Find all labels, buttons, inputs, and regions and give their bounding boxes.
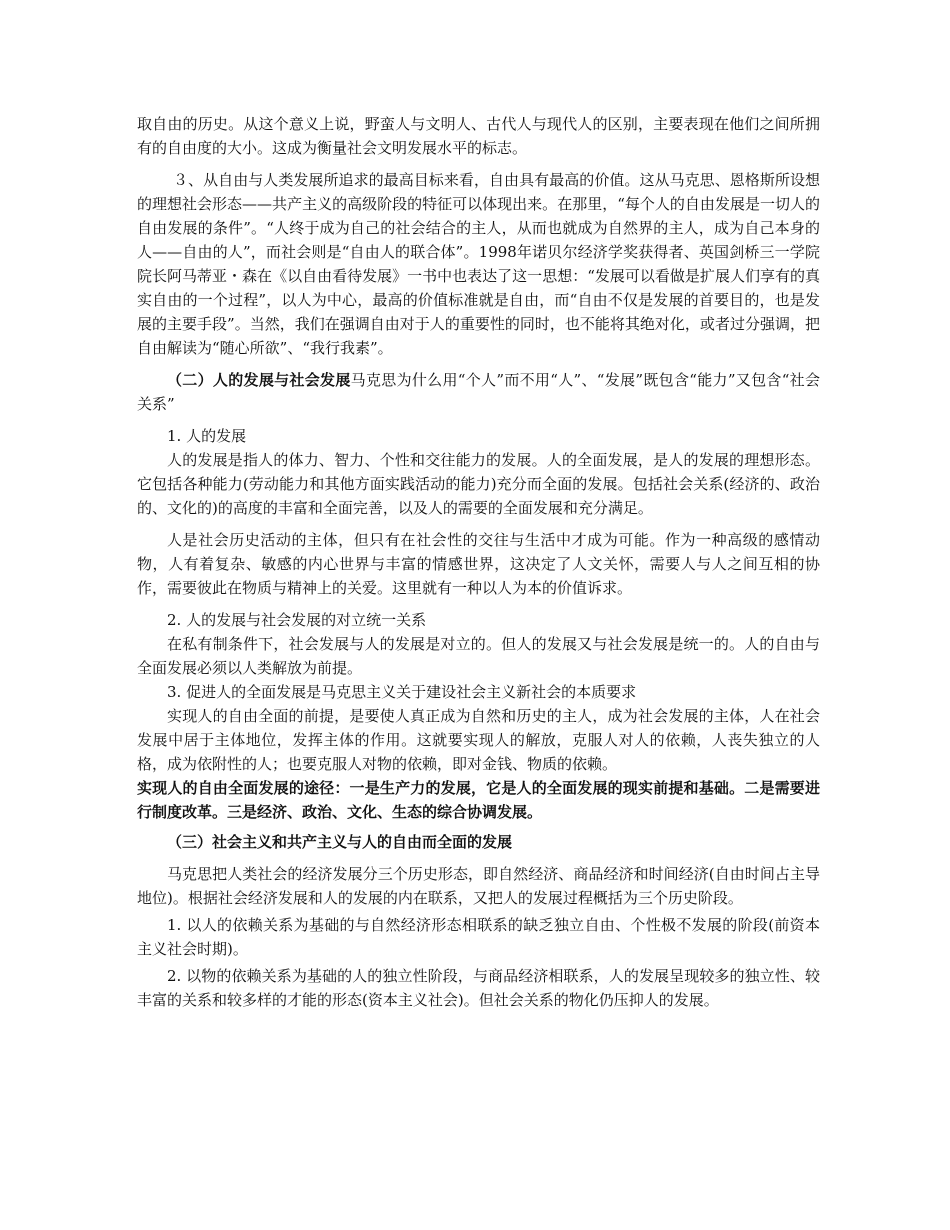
subheading-human-development: 1. 人的发展	[167, 427, 247, 445]
paragraph-human-subject: 人是社会历史活动的主体，但只有在社会性的交往与生活中才成为可能。作为一种高级的感情动物，人有着复杂、敏感的内心世界与丰富的情感世界，这决定了人文关怀，需要人与人之间互相的协作，需要彼此在物质与精神上的关爱。这里就有一种以人为本的价值诉求。	[137, 531, 820, 597]
paragraph-human-development-definition: 人的发展是指人的体力、智力、个性和交往能力的发展。人的全面发展，是人的发展的理想形态。它包括各种能力(劳动能力和其他方面实践活动的能力)充分而全面的发展。包括社会关系(经济的、政治的、文化的)的高度的丰富和全面完善，以及人的需要的全面发展和充分满足。	[137, 451, 820, 517]
section-heading-2-title: （二）人的发展与社会发展	[167, 371, 351, 389]
section-heading-2-text: 马克思为什么用“个人”而不用“人”、“发展”既包含“能力”又包含“社会关系”	[137, 371, 820, 413]
paragraph-freedom-highest-value: ３、从自由与人类发展所追求的最高目标来看，自由具有最高的价值。这从马克思、恩格斯所设想的理想社会形态——共产主义的高级阶段的特征可以体现出来。在那里，“每个人的自由发展是一切人的自由发展的条件”。“人终于成为自己的社会结合的主人，从而也就成为自然界的主人，成为自己本身的人——自由的人”，而社会则是“自由人的联合体”。1998年诺贝尔经济学奖获得者、英国剑桥三一学院院长阿马蒂亚・森在《以自由看待发展》一书中也表达了这一思想：“发展可以看做是扩展人们享有的真实自由的一个过程”，以人为中心，最高的价值标准就是自由，而“自由不仅是发展的首要目的，也是发展的主要手段”。当然，我们在强调自由对于人的重要性的同时，也不能将其绝对化，或者过分强调，把自由解读为“随心所欲”、“我行我素”。	[137, 171, 820, 357]
paragraph-realization-path: 实现人的自由全面发展的途径：一是生产力的发展，它是人的全面发展的现实前提和基础。二是需要进行制度改革。三是经济、政治、文化、生态的综合协调发展。	[137, 779, 820, 821]
subheading-essential-requirement: 3. 促进人的全面发展是马克思主义关于建设社会主义新社会的本质要求	[167, 683, 637, 701]
section-heading-3: （三）社会主义和共产主义与人的自由而全面的发展	[167, 833, 513, 851]
paragraph-freedom-history: 取自由的历史。从这个意义上说，野蛮人与文明人、古代人与现代人的区别，主要表现在他们之间所拥有的自由度的大小。这成为衡量社会文明发展水平的标志。	[137, 115, 820, 157]
subheading-unity-of-opposites: 2. 人的发展与社会发展的对立统一关系	[167, 611, 427, 629]
paragraph-realization-premise: 实现人的自由全面的前提，是要使人真正成为自然和历史的主人，成为社会发展的主体，人在社会发展中居于主体地位，发挥主体的作用。这就要实现人的解放，克服人对人的依赖，人丧失独立的人格，成为依附性的人；也要克服人对物的依赖，即对金钱、物质的依赖。	[137, 707, 820, 773]
document-page	[137, 112, 820, 1012]
paragraph-private-ownership: 在私有制条件下，社会发展与人的发展是对立的。但人的发展又与社会发展是统一的。人的自由与全面发展必须以人类解放为前提。	[137, 635, 820, 677]
section-heading-2	[137, 368, 820, 416]
list-item-stage-2: 2. 以物的依赖关系为基础的人的独立性阶段，与商品经济相联系，人的发展呈现较多的独立性、较丰富的关系和较多样的才能的形态(资本主义社会)。但社会关系的物化仍压抑人的发展。	[137, 967, 820, 1009]
list-item-stage-1: 1. 以人的依赖关系为基础的与自然经济形态相联系的缺乏独立自由、个性极不发展的阶段(前资本主义社会时期)。	[137, 916, 820, 958]
paragraph-three-economic-forms: 马克思把人类社会的经济发展分三个历史形态，即自然经济、商品经济和时间经济(自由时间占主导地位)。根据社会经济发展和人的发展的内在联系，又把人的发展过程概括为三个历史阶段。	[137, 865, 820, 907]
